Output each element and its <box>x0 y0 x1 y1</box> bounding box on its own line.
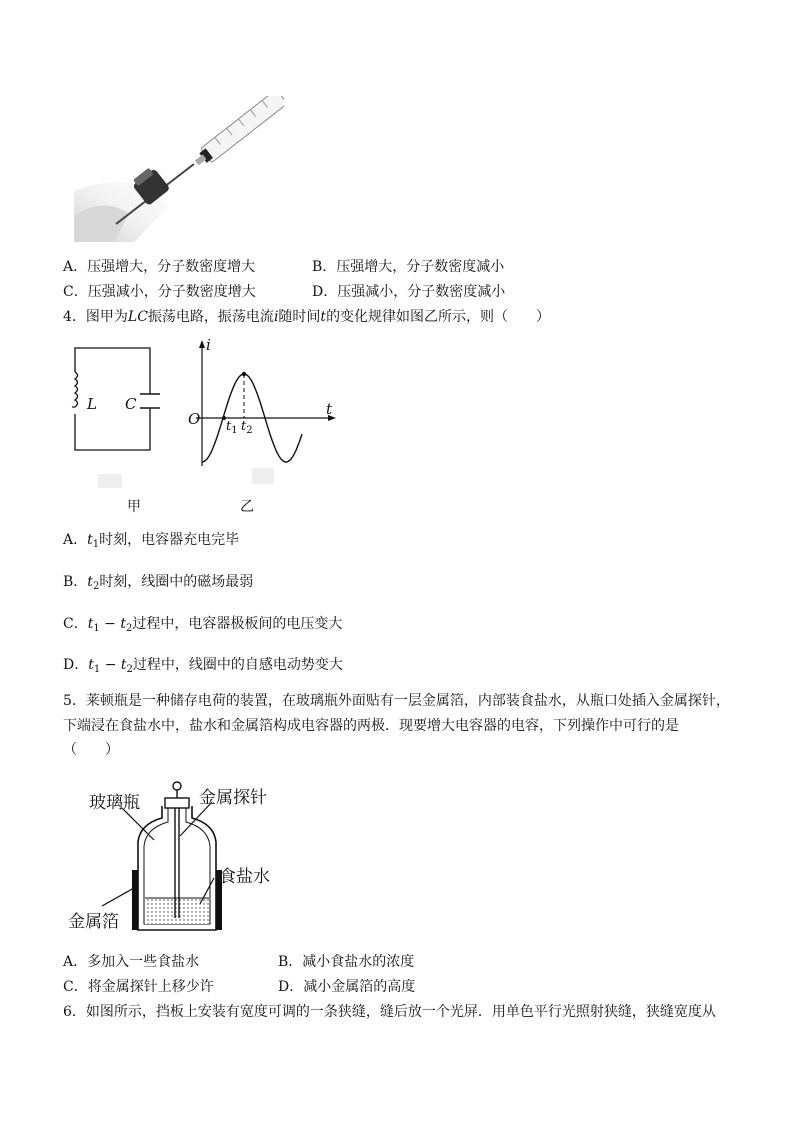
lc-circuit-diagram <box>66 342 166 492</box>
q4-option-a: A．$t_1$时刻，电容器充电完毕 <box>63 532 240 550</box>
capacitor-label: C <box>125 395 137 413</box>
q5-stem-line1: 5．莱顿瓶是一种储存电荷的装置，在玻璃瓶外面贴有一层金属箔，内部装食盐水，从瓶口处插入金属探针， <box>63 693 730 709</box>
label-salt-water: 食盐水 <box>219 867 270 887</box>
q3-option-d: D．压强减小，分子数密度减小 <box>312 284 506 300</box>
q3-option-b: B．压强增大，分子数密度减小 <box>312 259 505 275</box>
q4-stem: 4．图甲为LC振荡电路，振荡电流i随时间t的变化规律如图乙所示，则（ ） <box>63 309 551 325</box>
q4-option-b: B．$t_2$时刻，线圈中的磁场最弱 <box>63 574 254 592</box>
inductor-label: L <box>87 395 97 413</box>
q5-option-b: B．减小食盐水的浓度 <box>278 954 415 970</box>
figure-caption-yi: 乙 <box>240 499 254 515</box>
graph-axis-t: t <box>326 400 333 418</box>
inductor-icon <box>73 372 78 407</box>
q5-stem-line2: 下端浸在食盐水中，盐水和金属箔构成电容器的两极．现要增大电容器的电容，下列操作中可行的是 <box>63 718 679 734</box>
graph-origin: O <box>188 410 201 428</box>
q5-option-c: C．将金属探针上移少许 <box>63 979 214 995</box>
q4-option-c: C．$t_1 - t_2$过程中，电容器极板间的电压变大 <box>63 616 343 634</box>
q3-option-a: A．压强增大，分子数密度增大 <box>63 259 256 275</box>
graph-axis-i: i <box>206 336 211 354</box>
figure-caption-jia: 甲 <box>127 499 141 515</box>
current-time-graph <box>180 336 340 496</box>
q5-stem-line3: （ ） <box>63 742 119 758</box>
label-glass-bottle: 玻璃瓶 <box>89 793 140 813</box>
syringe-photo <box>74 96 284 242</box>
q4-option-d: D．$t_1 - t_2$过程中，线圈中的自感电动势变大 <box>63 657 343 675</box>
q5-option-d: D．减小金属箔的高度 <box>278 979 416 995</box>
label-metal-foil: 金属箔 <box>68 912 119 932</box>
q5-option-a: A．多加入一些食盐水 <box>63 954 200 970</box>
q3-option-c: C．压强减小，分子数密度增大 <box>63 284 256 300</box>
graph-t2-label: $t_2$ <box>241 419 253 436</box>
q6-stem-line1: 6．如图所示，挡板上安装有宽度可调的一条狭缝，缝后放一个光屏．用单色平行光照射狭缝，狭缝宽度从 <box>63 1004 716 1020</box>
label-metal-probe: 金属探针 <box>199 788 267 808</box>
graph-t1-label: $t_1$ <box>226 419 238 436</box>
